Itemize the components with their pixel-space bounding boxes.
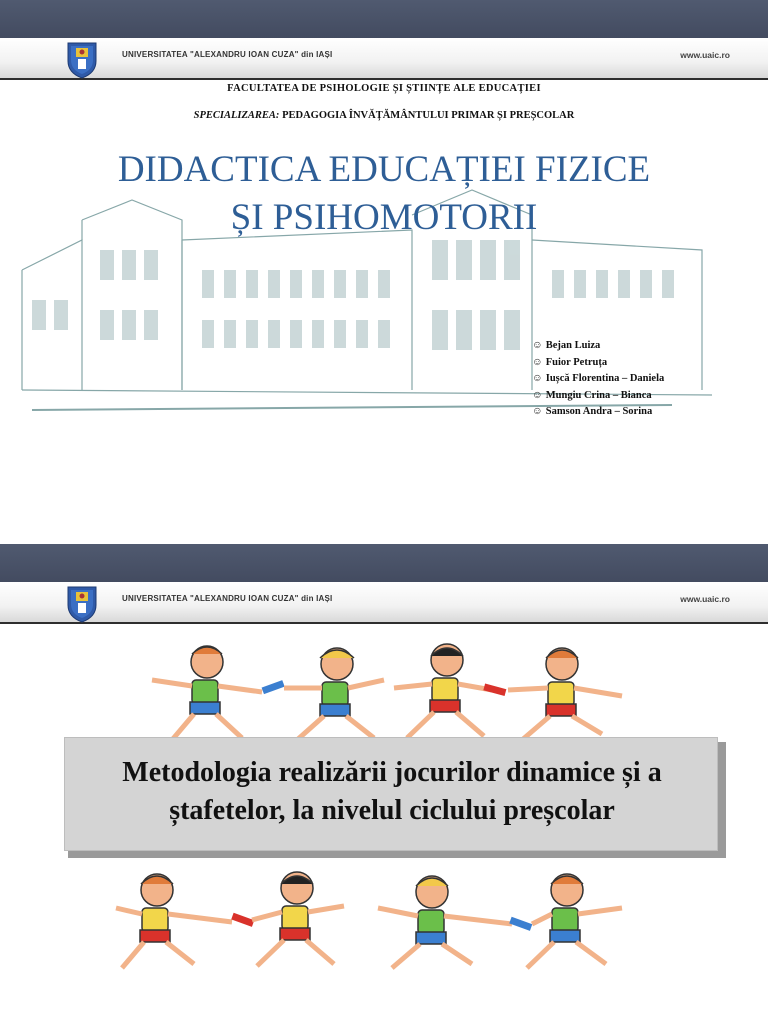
university-header [0,38,768,80]
specialization [0,110,768,121]
smiley-icon: ☺ [532,389,543,401]
relay-kids-illustration-bottom [112,868,642,978]
university-crest-icon [62,583,102,623]
kid-7 [378,876,512,968]
author-item: ☺ Iușcă Florentina – Daniela [532,373,665,384]
author-item: ☺ Fuior Petruța [532,356,608,368]
baton-icon [483,684,506,696]
top-bar [0,544,768,582]
university-url[interactable]: www.uaic.ro [680,50,730,60]
university-name: UNIVERSITATEA "ALEXANDRU IOAN CUZA" din IAȘI [122,50,333,59]
faculty-name: FACULTATEA DE PSIHOLOGIE ȘI ȘTIINȚE ALE EDUCAȚIEI [227,83,541,94]
slide-title [65,738,719,830]
relay-kids-illustration-top [112,640,642,750]
kid-1 [152,646,262,740]
university-name: UNIVERSITATEA "ALEXANDRU IOAN CUZA" din IAȘI [122,594,333,603]
kid-4 [508,648,622,740]
smiley-icon: ☺ [532,373,543,384]
title-line-1: DIDACTICA EDUCAȚIEI FIZICE [117,149,651,190]
presentation-title [0,146,768,242]
specialization-value: PEDAGOGIA ÎNVĂȚĂMÂNTULUI PRIMAR ȘI PREȘCOLAR [282,110,575,121]
specialization-label: SPECIALIZAREA: [193,110,280,121]
smiley-icon: ☺ [532,340,543,351]
slide-title-line-1: Metodologia realizării jocurilor dinamice și a [122,757,662,788]
title-box [64,737,718,851]
slide-title-line-2: ștafetelor, la nivelul ciclului preșcolar [169,795,615,826]
kid-2 [284,648,384,740]
baton-icon [262,680,285,694]
title-line-2: ȘI PSIHOMOTORII [230,197,538,238]
authors-list [532,338,664,421]
university-crest-icon [62,39,102,79]
baton-icon [231,913,254,927]
university-header [0,582,768,624]
university-url[interactable]: www.uaic.ro [680,594,730,604]
title-slide [0,0,768,500]
author-item: ☺ Samson Andra – Sorina [532,406,653,417]
kid-3 [394,644,492,738]
top-bar [0,0,768,38]
kid-6 [252,872,344,966]
author-item: ☺ Mungiu Crina – Bianca [532,389,652,401]
baton-icon [509,917,532,931]
content-slide [0,544,768,1024]
kid-5 [116,874,232,968]
smiley-icon: ☺ [532,356,543,368]
kid-8 [527,874,622,968]
smiley-icon: ☺ [532,406,543,417]
author-item: ☺ Bejan Luiza [532,340,601,351]
